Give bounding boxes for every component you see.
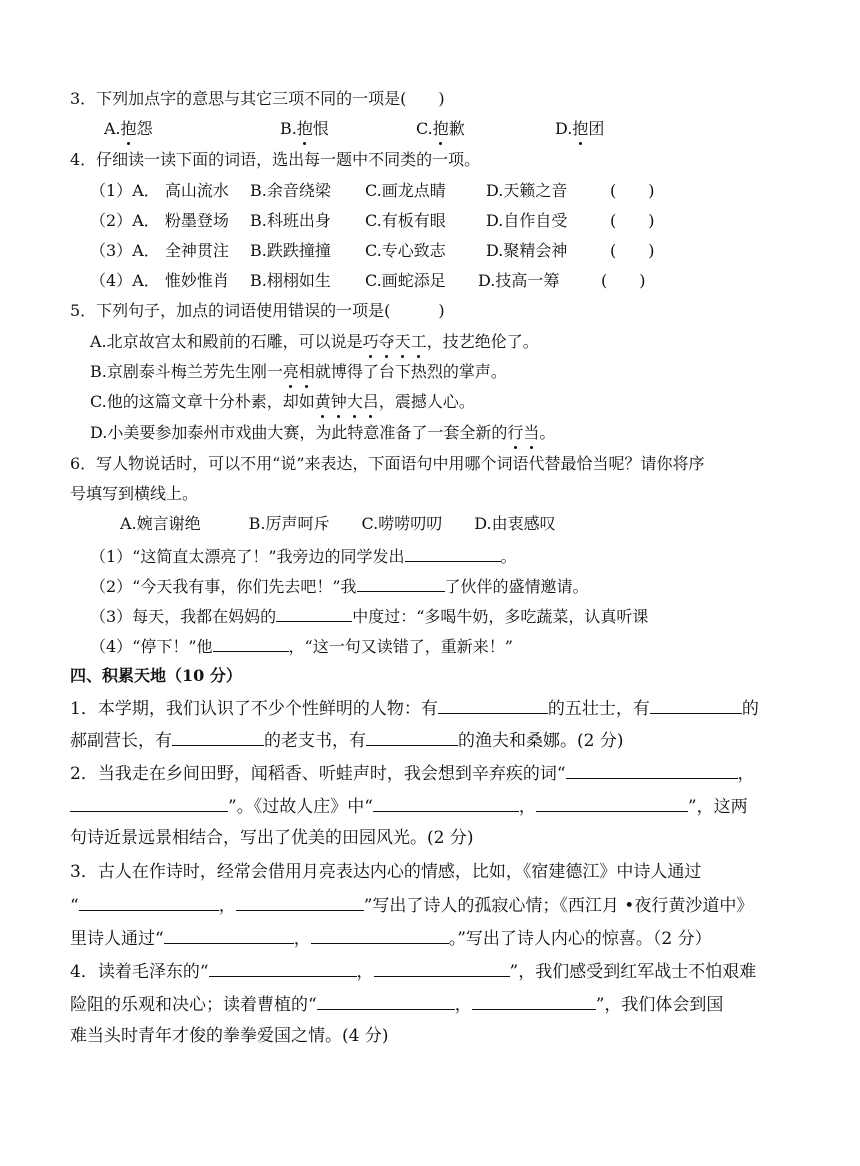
s4-q4-line1: 4．读着毛泽东的“ ， ”，我们感受到红军战士不怕艰难 xyxy=(70,962,757,982)
s4-q1-blank-4[interactable] xyxy=(366,729,458,746)
s4-q4-blank-1[interactable] xyxy=(209,960,357,977)
q4-row-2-b: B.科班出身 xyxy=(250,211,331,230)
q5-dotted-word-b: 亮相 xyxy=(282,362,315,381)
q6-item-2-blank[interactable] xyxy=(357,575,445,592)
q4-row-2: （2）A． 粉墨登场 xyxy=(90,211,229,230)
q4-row-4-c: C.画蛇添足 xyxy=(365,271,446,290)
s4-q1-line2: 郝副营长，有 的老支书，有 的渔夫和桑娜。(2 分) xyxy=(70,731,624,751)
s4-q2-blank-2[interactable] xyxy=(70,795,228,812)
q6-item-1: （1）“这简直太漂亮了！”我旁边的同学发出 。 xyxy=(90,547,517,566)
q4-row-3-b: B.跌跌撞撞 xyxy=(250,241,331,260)
s4-q2-line3: 句诗近景远景相结合，写出了优美的田园风光。(2 分) xyxy=(70,828,474,848)
q5-dotted-word-a: 巧夺天工 xyxy=(362,332,427,351)
q4-row-1: （1）A． 高山流水 xyxy=(90,181,229,200)
s4-q3-blank-2[interactable] xyxy=(236,894,364,911)
q6-item-4: （4）“停下！”他 ，“这一句又读错了，重新来！” xyxy=(90,637,513,656)
s4-q3-line1: 3．古人在作诗时，经常会借用月亮表达内心的情感，比如，《宿建德江》中诗人通过 xyxy=(70,862,702,882)
q4-row-3-c: C.专心致志 xyxy=(365,241,446,260)
q4-row-2-d: D.自作自受 xyxy=(486,211,568,230)
q6-choices: A.婉言谢绝 B.厉声呵斥 C.唠唠叨叨 D.由衷感叹 xyxy=(120,514,556,533)
s4-q4-line3: 难当头时青年才俊的拳拳爱国之情。(4 分) xyxy=(70,1026,389,1046)
q4-row-4-d: D.技高一筹 xyxy=(478,271,560,290)
q4-row-1-c: C.画龙点睛 xyxy=(365,181,446,200)
section-4-title: 四、积累天地（10 分） xyxy=(70,666,242,685)
s4-q3-blank-3[interactable] xyxy=(164,927,294,944)
q4-row-4-b: B.栩栩如生 xyxy=(250,271,331,290)
q3-option-d: D.抱团 xyxy=(555,119,605,138)
q3-option-a: A.抱怨 xyxy=(104,119,153,138)
q5-option-d: D.小美要参加泰州市戏曲大赛，为此特意准备了一套全新的行当。 xyxy=(90,423,556,442)
s4-q2-blank-4[interactable] xyxy=(536,795,688,812)
s4-q1-blank-3[interactable] xyxy=(172,729,264,746)
q6-item-2: （2）“今天我有事，你们先去吧！”我 了伙伴的盛情邀请。 xyxy=(90,577,589,596)
q5-stem: 5．下列句子，加点的词语使用错误的一项是( ) xyxy=(70,301,445,320)
q6-item-4-blank[interactable] xyxy=(213,635,289,652)
q6-stem-line2: 号填写到横线上。 xyxy=(70,484,199,503)
q6-item-3: （3）每天，我都在妈妈的 中度过：“多喝牛奶，多吃蔬菜，认真听课 xyxy=(90,607,649,626)
s4-q3-blank-1[interactable] xyxy=(79,894,219,911)
q4-row-3: （3）A． 全神贯注 xyxy=(90,241,229,260)
q4-row-2-answer[interactable]: ( ) xyxy=(610,211,655,230)
s4-q2-blank-1[interactable] xyxy=(566,762,738,779)
q5-dotted-word-c: 黄钟大吕 xyxy=(314,392,379,411)
q4-row-1-answer[interactable]: ( ) xyxy=(610,181,655,200)
q5-dotted-word-d: 行当 xyxy=(507,423,540,442)
q6-stem-line1: 6．写人物说话时，可以不用“说”来表达，下面语句中用哪个词语代替最恰当呢？请你将序 xyxy=(70,454,705,473)
s4-q4-blank-2[interactable] xyxy=(374,960,510,977)
q3-stem: 3．下列加点字的意思与其它三项不同的一项是( ) xyxy=(70,89,445,108)
s4-q1-line1: 1．本学期，我们认识了不少个性鲜明的人物：有 的五壮士，有 的 xyxy=(70,699,759,719)
q5-option-a: A.北京故宫太和殿前的石雕，可以说是巧夺天工，技艺绝伦了。 xyxy=(90,332,539,351)
q4-row-3-d: D.聚精会神 xyxy=(486,241,568,260)
s4-q2-blank-3[interactable] xyxy=(373,795,519,812)
q6-item-1-blank[interactable] xyxy=(405,545,501,562)
s4-q3-line3: 里诗人通过“ ， 。”写出了诗人内心的惊喜。（2 分） xyxy=(70,929,712,949)
s4-q2-line1: 2．当我走在乡间田野，闻稻香、听蛙声时，我会想到辛弃疾的词“ ， xyxy=(70,764,755,784)
s4-q4-blank-3[interactable] xyxy=(317,993,455,1010)
s4-q2-line2: ”。《过故人庄》中“ ， ”，这两 xyxy=(70,795,748,817)
q5-option-c: C.他的这篇文章十分朴素，却如黄钟大吕，震撼人心。 xyxy=(90,392,475,411)
q4-row-2-c: C.有板有眼 xyxy=(365,211,446,230)
q4-stem: 4．仔细读一读下面的词语，选出每一题中不同类的一项。 xyxy=(70,150,481,169)
q3-option-b: B.抱恨 xyxy=(280,119,329,138)
s4-q1-blank-1[interactable] xyxy=(438,697,548,714)
q4-row-4-answer[interactable]: ( ) xyxy=(601,271,646,290)
q4-row-3-answer[interactable]: ( ) xyxy=(610,241,655,260)
s4-q4-line2: 险阻的乐观和决心；读着曹植的“ ， ”，我们体会到国 xyxy=(70,995,724,1015)
q4-row-4: （4）A． 惟妙惟肖 xyxy=(90,271,229,290)
s4-q3-blank-4[interactable] xyxy=(311,927,449,944)
s4-q1-blank-2[interactable] xyxy=(650,697,742,714)
q4-row-1-d: D.天籁之音 xyxy=(486,181,568,200)
q6-item-3-blank[interactable] xyxy=(276,605,352,622)
q5-option-b: B.京剧泰斗梅兰芳先生刚一亮相就博得了台下热烈的掌声。 xyxy=(90,362,507,381)
q3-option-c: C.抱歉 xyxy=(416,119,465,138)
s4-q4-blank-4[interactable] xyxy=(472,993,596,1010)
s4-q3-line2: “ ， ”写出了诗人的孤寂心情；《西江月 •夜行黄沙道中》 xyxy=(70,896,754,916)
q4-row-1-b: B.余音绕梁 xyxy=(250,181,331,200)
